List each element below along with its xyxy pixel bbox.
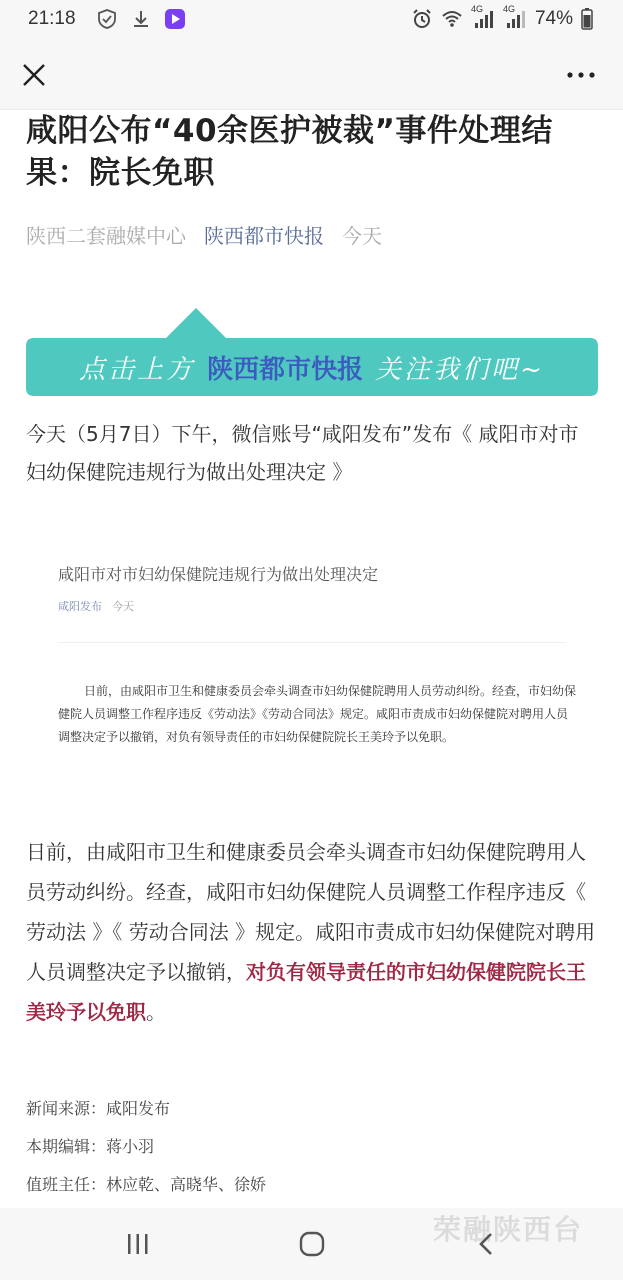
recents-icon: [125, 1232, 151, 1256]
alarm-icon: [411, 8, 433, 30]
paragraph-intro: 今天（5月7日）下午，微信账号“咸阳发布”发布《 咸阳市对市妇幼保健院违规行为做出处理决定 》: [26, 422, 579, 484]
credits: [26, 1090, 266, 1204]
follow-banner[interactable]: [26, 300, 598, 396]
home-button[interactable]: [292, 1226, 332, 1262]
card-date: 今天: [112, 600, 134, 613]
system-nav-bar: [0, 1208, 623, 1280]
signal-4g-icon: [470, 4, 495, 30]
paragraph-main-end: 。: [146, 1000, 166, 1024]
more-button[interactable]: [559, 57, 603, 93]
battery-icon: [581, 8, 593, 30]
wifi-icon: [441, 8, 463, 30]
recents-button[interactable]: [118, 1226, 158, 1262]
close-icon: [21, 62, 47, 88]
paragraph-main-highlight: 对负有领导责任的市妇幼保健院院长王美玲予以免职: [26, 960, 586, 1024]
credit-director: 值班主任：林应乾、高晓华、徐娇: [26, 1175, 267, 1194]
card-title: 咸阳市对市妇幼保健院违规行为做出处理决定: [58, 565, 379, 584]
watermark: 荣融陕西台: [432, 1213, 583, 1246]
shield-icon: [96, 8, 118, 30]
signal-label: 4G: [470, 4, 483, 14]
credit-source: 新闻来源：咸阳发布: [26, 1099, 171, 1118]
banner-suffix: 关注我们吧~: [375, 354, 545, 385]
signal-4g-icon: [502, 4, 527, 30]
credit-editor: 本期编辑：蒋小羽: [26, 1137, 155, 1156]
close-button[interactable]: [16, 57, 52, 93]
article-date: 今天: [342, 224, 382, 248]
banner-text: [26, 338, 598, 396]
download-icon: [130, 8, 152, 30]
status-bar: [0, 0, 623, 40]
status-left-icons: [96, 8, 186, 30]
paragraph-main-text: 日前，由咸阳市卫生和健康委员会牵头调查市妇幼保健院聘用人员劳动纠纷。经查，咸阳市妇幼保健院人员调整工作程序违反《 劳动法 》《 劳动合同法 》规定。咸阳市责成市妇幼保健院对聘用人员调整决定予以撤销，: [26, 840, 596, 984]
embedded-article-card: [26, 530, 598, 830]
battery-percent: 74%: [534, 8, 573, 29]
home-icon: [298, 1230, 326, 1258]
signal-label: 4G: [502, 4, 515, 14]
banner-prefix: 点击上方: [79, 354, 196, 385]
nav-bar: [0, 40, 623, 110]
article-title: 咸阳公布“40余医护被裁”事件处理结果：院长免职: [26, 113, 553, 191]
card-divider: [58, 642, 566, 643]
article[interactable]: [0, 110, 623, 1208]
article-author: 陕西二套融媒中心: [26, 224, 186, 248]
card-source: 咸阳发布: [58, 600, 102, 613]
card-body: 日前，由咸阳市卫生和健康委员会牵头调查市妇幼保健院聘用人员劳动纠纷。经查，市妇幼保健院人员调整工作程序违反《劳动法》《劳动合同法》规定。咸阳市责成市妇幼保健院对聘用人员调整决定予以撤销，对负有领导责任的市妇幼保健院院长王美玲予以免职。: [58, 684, 577, 744]
more-icon: [566, 71, 596, 79]
banner-highlight: 陕西都市快报: [207, 354, 364, 385]
article-meta: [26, 220, 382, 249]
status-right: [411, 4, 593, 30]
paragraph-main: [26, 832, 598, 1032]
app-badge-icon: [164, 8, 186, 30]
status-time: 21:18: [28, 8, 76, 29]
account-link[interactable]: 陕西都市快报: [204, 224, 324, 248]
back-icon: [476, 1231, 496, 1257]
back-button[interactable]: [466, 1226, 506, 1262]
card-meta: [58, 598, 134, 614]
